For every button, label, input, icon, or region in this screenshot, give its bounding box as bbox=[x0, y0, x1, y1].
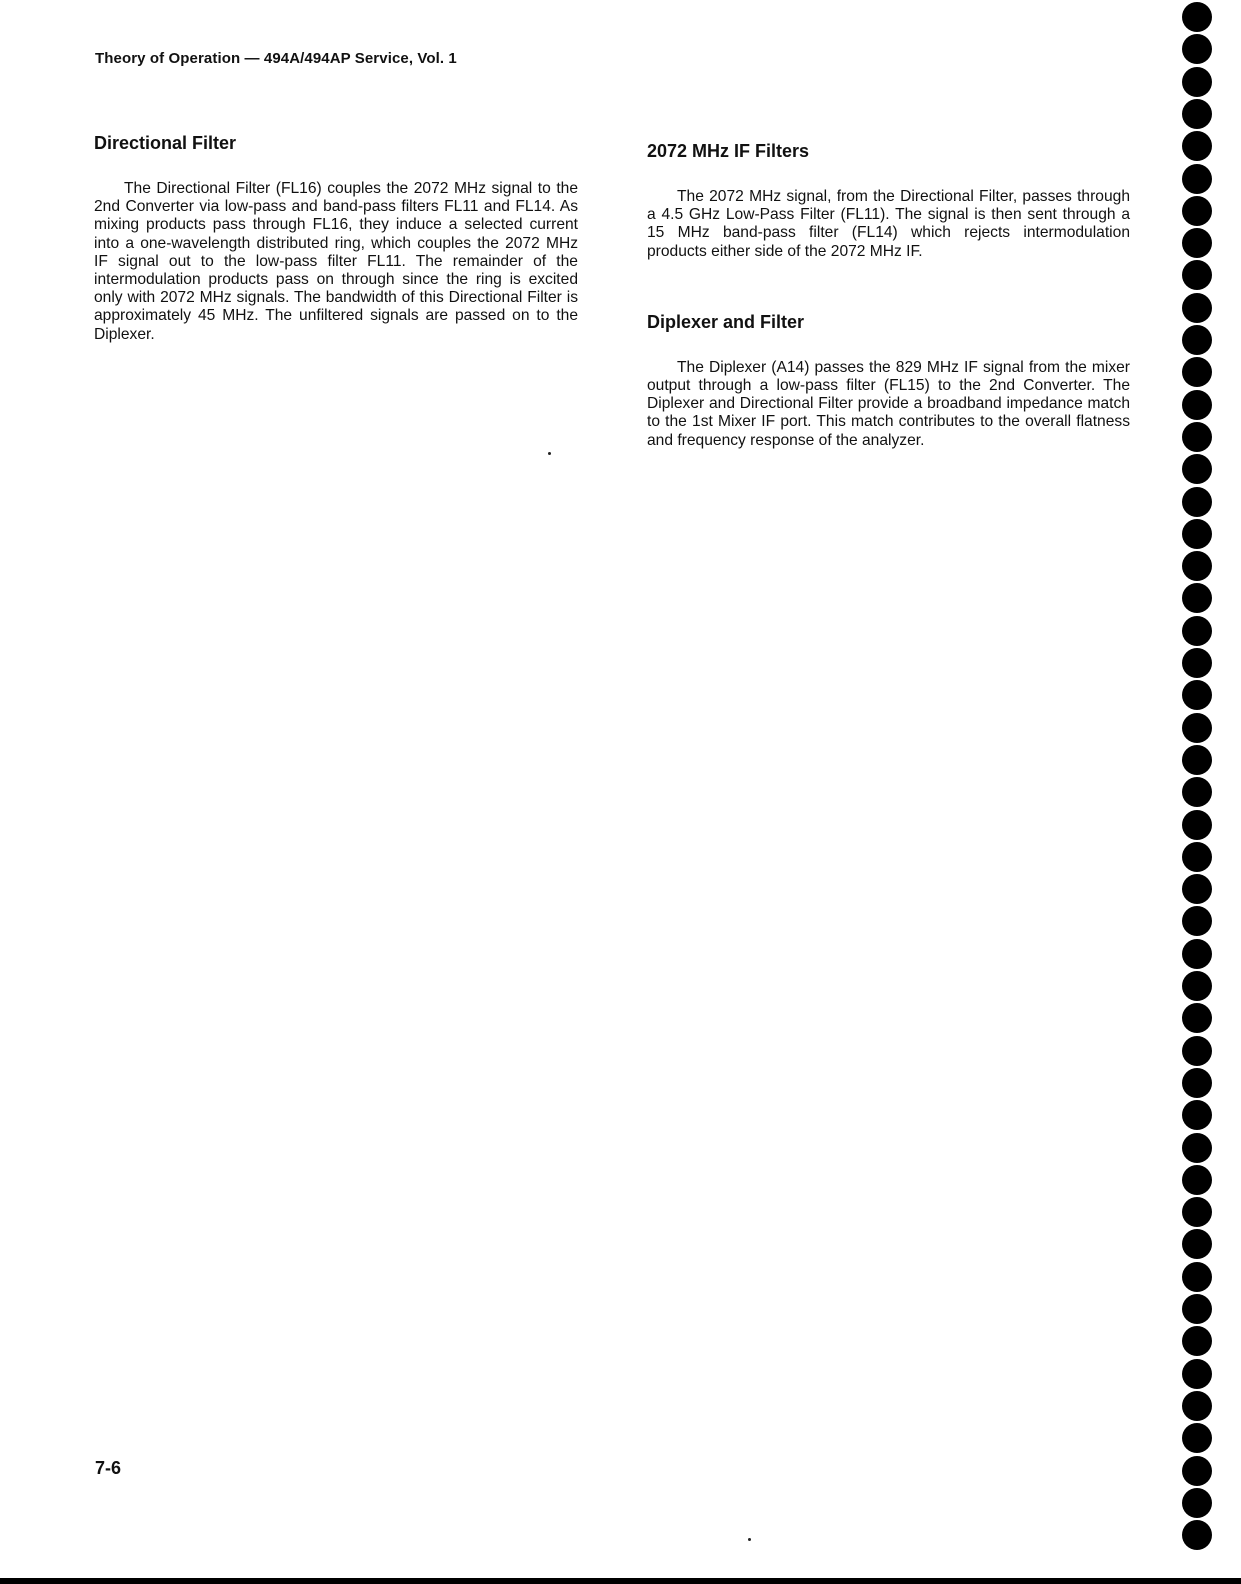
right-column bbox=[647, 140, 1130, 450]
binding-hole bbox=[1182, 906, 1212, 936]
binding-hole bbox=[1182, 874, 1212, 904]
binding-hole bbox=[1182, 1229, 1212, 1259]
binding-hole bbox=[1182, 1359, 1212, 1389]
binding-hole bbox=[1182, 196, 1212, 226]
binding-hole bbox=[1182, 1294, 1212, 1324]
binding-hole bbox=[1182, 1262, 1212, 1292]
scan-speck bbox=[748, 1538, 751, 1541]
binding-hole bbox=[1182, 422, 1212, 452]
section-body: The Directional Filter (FL16) couples the 2072 MHz signal to the 2nd Converter via low-pass and band-pass filters FL11 and FL14. As mixing products pass through FL16, they induce a selected current into a one-wavelength distributed ring, which couples the 2072 MHz IF signal out to the low-pass filter FL11. The remainder of the intermodulation products pass on through since the ring is excited only with 2072 MHz signals. The bandwidth of this Directional Filter is approximately 45 MHz. The unfiltered signals are passed on to the Diplexer. bbox=[94, 180, 578, 343]
binding-hole bbox=[1182, 1488, 1212, 1518]
section-body: The Diplexer (A14) passes the 829 MHz IF signal from the mixer output through a low-pass filter (FL15) to the 2nd Converter. The Diplexer and Directional Filter provide a broadband impedance match to the 1st Mixer IF port. This match contributes to the overall flatness and frequency response of the analyzer. bbox=[647, 358, 1130, 449]
binding-hole bbox=[1182, 325, 1212, 355]
binding-hole bbox=[1182, 260, 1212, 290]
binding-hole bbox=[1182, 519, 1212, 549]
binding-hole bbox=[1182, 1197, 1212, 1227]
binding-hole bbox=[1182, 939, 1212, 969]
page-number: 7-6 bbox=[95, 1458, 122, 1478]
binding-hole bbox=[1182, 1520, 1212, 1550]
binding-hole bbox=[1182, 454, 1212, 484]
section-spacer bbox=[647, 261, 1130, 311]
binding-hole bbox=[1182, 34, 1212, 64]
binding-hole bbox=[1182, 99, 1212, 129]
binding-hole bbox=[1182, 2, 1212, 32]
binding-hole bbox=[1182, 1068, 1212, 1098]
left-column bbox=[94, 132, 578, 344]
binding-hole bbox=[1182, 1133, 1212, 1163]
running-header: Theory of Operation — 494A/494AP Service, Vol. 1 bbox=[95, 50, 457, 67]
binding-hole bbox=[1182, 164, 1212, 194]
binding-hole bbox=[1182, 1036, 1212, 1066]
section-title: 2072 MHz IF Filters bbox=[647, 141, 810, 161]
binding-hole bbox=[1182, 777, 1212, 807]
binding-hole bbox=[1182, 1456, 1212, 1486]
binding-hole bbox=[1182, 842, 1212, 872]
section-directional-filter bbox=[94, 132, 578, 344]
binding-hole bbox=[1182, 680, 1212, 710]
binding-hole bbox=[1182, 1165, 1212, 1195]
binding-hole bbox=[1182, 616, 1212, 646]
binding-hole bbox=[1182, 713, 1212, 743]
binding-hole bbox=[1182, 228, 1212, 258]
binding-hole bbox=[1182, 1003, 1212, 1033]
binding-hole bbox=[1182, 67, 1212, 97]
binding-hole bbox=[1182, 390, 1212, 420]
binding-hole bbox=[1182, 357, 1212, 387]
section-title: Diplexer and Filter bbox=[647, 311, 805, 332]
section-body: The 2072 MHz signal, from the Directional Filter, passes through a 4.5 GHz Low-Pass Filter (FL11). The signal is then sent through a 15 MHz band-pass filter (FL14) which rejects intermodulation products either side of the 2072 MHz IF. bbox=[647, 188, 1130, 260]
binding-hole bbox=[1182, 1326, 1212, 1356]
section-diplexer-filter bbox=[647, 311, 1130, 450]
binding-hole bbox=[1182, 810, 1212, 840]
binding-hole bbox=[1182, 1391, 1212, 1421]
binding-hole bbox=[1182, 551, 1212, 581]
scan-bottom-edge bbox=[0, 1578, 1241, 1584]
section-if-filters bbox=[647, 140, 1130, 261]
binding-hole bbox=[1182, 1100, 1212, 1130]
binding-hole bbox=[1182, 971, 1212, 1001]
binding-hole bbox=[1182, 745, 1212, 775]
binding-hole bbox=[1182, 293, 1212, 323]
binding-hole bbox=[1182, 1423, 1212, 1453]
binding-hole bbox=[1182, 648, 1212, 678]
binding-holes bbox=[1178, 0, 1218, 1584]
section-title: Directional Filter bbox=[94, 133, 237, 153]
scan-speck bbox=[548, 452, 551, 455]
binding-hole bbox=[1182, 131, 1212, 161]
binding-hole bbox=[1182, 583, 1212, 613]
binding-hole bbox=[1182, 487, 1212, 517]
